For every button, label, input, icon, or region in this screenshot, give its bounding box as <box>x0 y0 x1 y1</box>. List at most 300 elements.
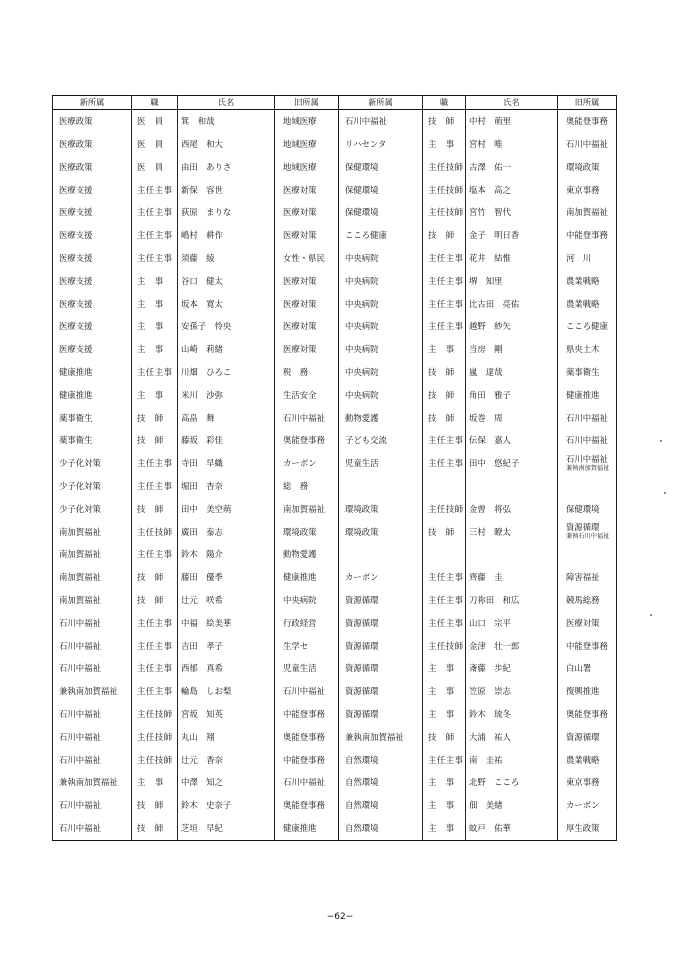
name-cell-left <box>178 315 275 338</box>
title-cell-left <box>132 771 178 794</box>
title-text: 主任技師 <box>137 731 173 742</box>
old-dept-text: 石川中福祉 <box>283 686 325 697</box>
new-dept-cell-left <box>53 201 132 224</box>
new-dept-cell-right <box>339 406 423 429</box>
name-cell-left <box>178 566 275 589</box>
old-dept-cell-right <box>558 612 617 635</box>
name-cell-right <box>466 566 558 589</box>
title-cell-left <box>132 361 178 384</box>
title-text: 主任主事 <box>137 184 173 195</box>
name-text: 田中 悠紀子 <box>469 458 520 469</box>
title-text: 医 員 <box>137 116 164 127</box>
name-cell-right <box>466 406 558 429</box>
table-row <box>53 452 617 475</box>
title-cell-left <box>132 429 178 452</box>
table-row <box>53 543 617 566</box>
old-dept-text: 中央病院 <box>283 594 317 605</box>
name-cell-left <box>178 292 275 315</box>
title-text: 主 事 <box>428 686 455 697</box>
title-text: 技 師 <box>428 230 455 241</box>
old-dept-cell-right <box>558 270 617 293</box>
new-dept-text: 中央病院 <box>345 389 379 400</box>
new-dept-text: 自然環境 <box>345 822 379 833</box>
title-cell-right <box>423 110 466 133</box>
name-text: 堺 知里 <box>469 275 503 286</box>
title-text: 主任技師 <box>428 161 464 172</box>
name-text: 輪島 しお梨 <box>181 686 232 697</box>
new-dept-text: リハセンタ <box>345 138 387 149</box>
table-row <box>53 703 617 726</box>
old-dept-cell-right <box>558 247 617 270</box>
name-text: 宮竹 智代 <box>469 207 511 218</box>
title-cell-right <box>423 270 466 293</box>
name-cell-left <box>178 589 275 612</box>
title-cell-right <box>423 452 466 475</box>
new-dept-text: 保健環境 <box>345 207 379 218</box>
old-dept-cell-left <box>275 178 339 201</box>
title-cell-right <box>423 703 466 726</box>
new-dept-cell-left <box>53 247 132 270</box>
old-dept-text: 奥能登事務 <box>283 800 325 811</box>
name-text: 安孫子 怜央 <box>181 321 232 332</box>
new-dept-text: 中央病院 <box>345 275 379 286</box>
name-cell-left <box>178 817 275 840</box>
table-row <box>53 361 617 384</box>
concurrent-post-note: 兼執石川中福祉 <box>566 533 610 541</box>
table-row <box>53 110 617 133</box>
name-cell-right <box>466 634 558 657</box>
old-dept-cell-left <box>275 133 339 156</box>
new-dept-cell-left <box>53 292 132 315</box>
title-cell-left <box>132 178 178 201</box>
name-cell-right <box>466 384 558 407</box>
new-dept-cell-right <box>339 156 423 179</box>
old-dept-text: 石川中福祉 <box>566 412 608 423</box>
new-dept-text: 児童生活 <box>345 458 379 469</box>
title-text: 主 事 <box>428 708 455 719</box>
old-dept-text: 白山署 <box>566 663 592 674</box>
name-cell-right <box>466 292 558 315</box>
name-cell-left <box>178 612 275 635</box>
old-dept-text: 石川中福祉 <box>283 412 325 423</box>
title-text: 主 事 <box>428 777 455 788</box>
old-dept-text: 地域医療 <box>283 116 317 127</box>
table-row <box>53 384 617 407</box>
old-dept-cell-right <box>558 292 617 315</box>
new-dept-cell-left <box>53 612 132 635</box>
name-cell-right <box>466 224 558 247</box>
old-dept-cell-right <box>558 384 617 407</box>
new-dept-cell-left <box>53 771 132 794</box>
title-text: 技 師 <box>428 731 455 742</box>
old-dept-text: 農業戦略 <box>566 754 600 765</box>
new-dept-text: こころ健康 <box>345 230 387 241</box>
name-text: 芝垣 早紀 <box>181 822 223 833</box>
title-cell-left <box>132 384 178 407</box>
name-text: 塩本 高之 <box>469 184 511 195</box>
name-cell-left <box>178 703 275 726</box>
title-cell-right <box>423 794 466 817</box>
old-dept-text: カーボン <box>566 800 600 811</box>
old-dept-cell-right <box>558 680 617 703</box>
old-dept-cell-left <box>275 634 339 657</box>
title-cell-right <box>423 406 466 429</box>
title-cell-left <box>132 543 178 566</box>
name-text: 嵐 達哉 <box>469 366 503 377</box>
name-text: 高畠 舞 <box>181 412 215 423</box>
name-text: 三村 瞭太 <box>469 526 511 537</box>
name-cell-right <box>466 520 558 543</box>
new-dept-text: 中央病院 <box>345 298 379 309</box>
title-cell-right <box>423 292 466 315</box>
new-dept-cell-left <box>53 566 132 589</box>
title-cell-left <box>132 794 178 817</box>
old-dept-cell-left <box>275 794 339 817</box>
old-dept-cell-right <box>558 498 617 521</box>
new-dept-cell-left <box>53 498 132 521</box>
name-text: 大浦 祐人 <box>469 731 511 742</box>
old-dept-cell-right <box>558 156 617 179</box>
new-dept-text: 子ども交流 <box>345 435 387 446</box>
title-cell-left <box>132 680 178 703</box>
new-dept-text: 南加賀福祉 <box>59 526 101 537</box>
new-dept-cell-right <box>339 133 423 156</box>
title-text: 主任主事 <box>428 298 464 309</box>
old-dept-cell-left <box>275 475 339 498</box>
name-text: 宮村 唯 <box>469 138 503 149</box>
title-text: 主任主事 <box>137 663 173 674</box>
new-dept-text: 医療支援 <box>59 252 93 263</box>
old-dept-cell-left <box>275 292 339 315</box>
name-text: 坂本 寛太 <box>181 298 223 309</box>
name-text: 比古田 亮佑 <box>469 298 520 309</box>
old-dept-cell-right <box>558 201 617 224</box>
old-dept-text: 東京事務 <box>566 184 600 195</box>
name-text: 斎藤 歩紀 <box>469 663 511 674</box>
name-text: 辻元 咲希 <box>181 594 223 605</box>
name-cell-left <box>178 406 275 429</box>
name-cell-left <box>178 748 275 771</box>
name-cell-left <box>178 247 275 270</box>
old-dept-cell-left <box>275 543 339 566</box>
new-dept-text: 石川中福祉 <box>59 617 101 628</box>
title-cell-left <box>132 338 178 361</box>
old-dept-text: 健康推進 <box>283 572 317 583</box>
old-dept-text: カーボン <box>283 458 317 469</box>
table-row <box>53 771 617 794</box>
title-text: 技 師 <box>137 435 164 446</box>
old-dept-text: 奥能登事務 <box>566 116 608 127</box>
name-text: 中福 絵美華 <box>181 617 232 628</box>
old-dept-cell-left <box>275 110 339 133</box>
name-cell-right <box>466 452 558 475</box>
name-text: 齊藤 圭 <box>469 572 503 583</box>
title-cell-left <box>132 589 178 612</box>
name-text: 藤坂 彩佳 <box>181 435 223 446</box>
title-cell-right <box>423 475 466 498</box>
new-dept-text: 環境政策 <box>345 503 379 514</box>
old-dept-text: 南加賀福祉 <box>283 503 325 514</box>
title-cell-right <box>423 817 466 840</box>
name-cell-right <box>466 178 558 201</box>
name-cell-right <box>466 657 558 680</box>
name-cell-right <box>466 543 558 566</box>
old-dept-text: 女性・県民 <box>283 252 325 263</box>
title-text: 技 師 <box>428 412 455 423</box>
new-dept-text: 中央病院 <box>345 252 379 263</box>
old-dept-cell-left <box>275 452 339 475</box>
name-text: 金津 壮一郎 <box>469 640 520 651</box>
table-row <box>53 178 617 201</box>
title-cell-right <box>423 543 466 566</box>
new-dept-text: 中央病院 <box>345 344 379 355</box>
new-dept-cell-left <box>53 338 132 361</box>
name-cell-right <box>466 201 558 224</box>
title-text: 主 事 <box>137 321 164 332</box>
new-dept-text: 兼執南加賀福祉 <box>59 686 118 697</box>
table-row <box>53 133 617 156</box>
title-text: 技 師 <box>137 594 164 605</box>
old-dept-cell-left <box>275 748 339 771</box>
title-text: 主任主事 <box>428 435 464 446</box>
old-dept-cell-left <box>275 429 339 452</box>
new-dept-cell-right <box>339 247 423 270</box>
name-cell-right <box>466 612 558 635</box>
name-text: 山崎 莉緒 <box>181 344 223 355</box>
name-text: 鈴木 琉冬 <box>469 708 511 719</box>
title-text: 技 師 <box>137 800 164 811</box>
name-cell-right <box>466 748 558 771</box>
title-cell-left <box>132 110 178 133</box>
new-dept-cell-right <box>339 612 423 635</box>
title-text: 技 師 <box>428 116 455 127</box>
title-cell-right <box>423 589 466 612</box>
old-dept-text: 医療対策 <box>283 184 317 195</box>
table-row <box>53 498 617 521</box>
new-dept-cell-right <box>339 543 423 566</box>
name-text: 西郁 真希 <box>181 663 223 674</box>
title-cell-right <box>423 748 466 771</box>
name-cell-right <box>466 475 558 498</box>
old-dept-cell-left <box>275 384 339 407</box>
new-dept-cell-right <box>339 748 423 771</box>
title-cell-right <box>423 247 466 270</box>
name-cell-right <box>466 361 558 384</box>
old-dept-cell-right <box>558 817 617 840</box>
title-text: 医 員 <box>137 138 164 149</box>
name-cell-left <box>178 201 275 224</box>
new-dept-text: 資源循環 <box>345 594 379 605</box>
old-dept-text: 医療対策 <box>566 617 600 628</box>
old-dept-cell-left <box>275 156 339 179</box>
new-dept-cell-left <box>53 680 132 703</box>
name-cell-right <box>466 110 558 133</box>
old-dept-text: 中能登事務 <box>566 230 608 241</box>
name-cell-left <box>178 680 275 703</box>
new-dept-text: 医療支援 <box>59 321 93 332</box>
old-dept-text: 石川中福祉 <box>566 453 608 464</box>
name-text: 笠原 崇志 <box>469 686 511 697</box>
old-dept-text: 奥能登事務 <box>283 435 325 446</box>
title-cell-right <box>423 156 466 179</box>
new-dept-text: 資源循環 <box>345 617 379 628</box>
old-dept-text: 東京事務 <box>566 777 600 788</box>
old-dept-cell-right <box>558 110 617 133</box>
title-text: 主任主事 <box>428 617 464 628</box>
name-text: 荻原 まりな <box>181 207 232 218</box>
old-dept-text: 地域医療 <box>283 138 317 149</box>
title-text: 主 事 <box>428 138 455 149</box>
new-dept-text: 資源循環 <box>345 708 379 719</box>
new-dept-cell-right <box>339 361 423 384</box>
new-dept-cell-right <box>339 726 423 749</box>
name-text: 川畑 ひろこ <box>181 366 232 377</box>
title-cell-left <box>132 475 178 498</box>
title-cell-left <box>132 817 178 840</box>
name-text: 須藤 綾 <box>181 252 215 263</box>
old-dept-text: 環境政策 <box>566 161 600 172</box>
title-cell-left <box>132 201 178 224</box>
table-row <box>53 680 617 703</box>
old-dept-cell-left <box>275 270 339 293</box>
title-text: 主任主事 <box>428 252 464 263</box>
new-dept-text: 医療政策 <box>59 161 93 172</box>
title-cell-right <box>423 657 466 680</box>
name-cell-left <box>178 338 275 361</box>
title-text: 主 事 <box>137 777 164 788</box>
old-dept-text: 資源循環 <box>566 521 600 532</box>
old-dept-text: 農業戦略 <box>566 298 600 309</box>
title-text: 主任技師 <box>137 754 173 765</box>
name-cell-right <box>466 429 558 452</box>
title-text: 主任主事 <box>137 617 173 628</box>
title-cell-right <box>423 771 466 794</box>
table-row <box>53 748 617 771</box>
new-dept-cell-right <box>339 178 423 201</box>
title-text: 主任技師 <box>137 526 173 537</box>
title-cell-left <box>132 748 178 771</box>
new-dept-text: 資源循環 <box>345 686 379 697</box>
title-cell-left <box>132 247 178 270</box>
name-text: 辻元 香奈 <box>181 754 223 765</box>
title-cell-left <box>132 498 178 521</box>
name-cell-left <box>178 110 275 133</box>
new-dept-cell-right <box>339 680 423 703</box>
concurrent-post-note: 兼執南加賀福祉 <box>566 464 610 472</box>
new-dept-cell-left <box>53 133 132 156</box>
new-dept-cell-left <box>53 634 132 657</box>
scan-speck <box>650 614 652 616</box>
title-cell-left <box>132 156 178 179</box>
title-text: 技 師 <box>137 412 164 423</box>
title-text: 主任技師 <box>137 708 173 719</box>
new-dept-cell-left <box>53 657 132 680</box>
old-dept-cell-right <box>558 794 617 817</box>
name-text: 古澤 佑一 <box>469 161 511 172</box>
name-text: 廣田 泰志 <box>181 526 223 537</box>
header-name-left: 氏名 <box>178 96 275 110</box>
old-dept-text: 中能登事務 <box>283 754 325 765</box>
title-text: 主任主事 <box>137 366 173 377</box>
title-text: 主 事 <box>428 344 455 355</box>
title-text: 主任主事 <box>428 572 464 583</box>
old-dept-cell-left <box>275 771 339 794</box>
table-row <box>53 475 617 498</box>
header-old-dept-left: 旧所属 <box>275 96 339 110</box>
name-cell-left <box>178 429 275 452</box>
old-dept-cell-left <box>275 406 339 429</box>
new-dept-text: 石川中福祉 <box>59 754 101 765</box>
name-cell-right <box>466 726 558 749</box>
title-text: 主任主事 <box>428 754 464 765</box>
old-dept-cell-right <box>558 589 617 612</box>
old-dept-cell-left <box>275 612 339 635</box>
name-cell-left <box>178 156 275 179</box>
old-dept-cell-right <box>558 771 617 794</box>
title-text: 主 事 <box>137 275 164 286</box>
table-row <box>53 406 617 429</box>
new-dept-text: 中央病院 <box>345 321 379 332</box>
title-cell-right <box>423 201 466 224</box>
new-dept-text: カーボン <box>345 572 379 583</box>
header-name-right: 氏名 <box>466 96 558 110</box>
table-row <box>53 726 617 749</box>
new-dept-cell-right <box>339 475 423 498</box>
old-dept-text: 河 川 <box>566 252 592 263</box>
personnel-transfer-table <box>52 95 617 841</box>
table-row <box>53 156 617 179</box>
new-dept-cell-right <box>339 110 423 133</box>
name-text: 嶋村 耕作 <box>181 230 223 241</box>
name-cell-right <box>466 680 558 703</box>
title-text: 主任主事 <box>137 252 173 263</box>
title-cell-right <box>423 361 466 384</box>
new-dept-cell-left <box>53 589 132 612</box>
new-dept-text: 少子化対策 <box>59 503 101 514</box>
name-text: 丸山 翔 <box>181 731 215 742</box>
new-dept-cell-right <box>339 315 423 338</box>
new-dept-cell-right <box>339 817 423 840</box>
old-dept-text: 医療対策 <box>283 344 317 355</box>
title-text: 技 師 <box>137 822 164 833</box>
new-dept-text: 薬事衛生 <box>59 412 93 423</box>
old-dept-text: 医療対策 <box>283 298 317 309</box>
name-text: 越野 紗矢 <box>469 321 511 332</box>
old-dept-cell-left <box>275 361 339 384</box>
header-title-left: 職 <box>132 96 178 110</box>
new-dept-cell-right <box>339 224 423 247</box>
new-dept-cell-left <box>53 475 132 498</box>
name-text: 新保 容世 <box>181 184 223 195</box>
new-dept-text: 環境政策 <box>345 526 379 537</box>
title-cell-left <box>132 612 178 635</box>
name-text: 箕 和哉 <box>181 116 215 127</box>
old-dept-text: 奥能登事務 <box>566 708 608 719</box>
name-cell-right <box>466 589 558 612</box>
old-dept-cell-left <box>275 566 339 589</box>
name-text: 米川 沙弥 <box>181 389 223 400</box>
title-cell-left <box>132 566 178 589</box>
old-dept-cell-right <box>558 543 617 566</box>
old-dept-text: 保健環境 <box>566 503 600 514</box>
title-text: 主任主事 <box>137 230 173 241</box>
title-text: 主任主事 <box>428 321 464 332</box>
name-text: 宮坂 知英 <box>181 708 223 719</box>
title-cell-right <box>423 338 466 361</box>
new-dept-text: 石川中福祉 <box>59 663 101 674</box>
name-cell-right <box>466 794 558 817</box>
name-cell-right <box>466 817 558 840</box>
